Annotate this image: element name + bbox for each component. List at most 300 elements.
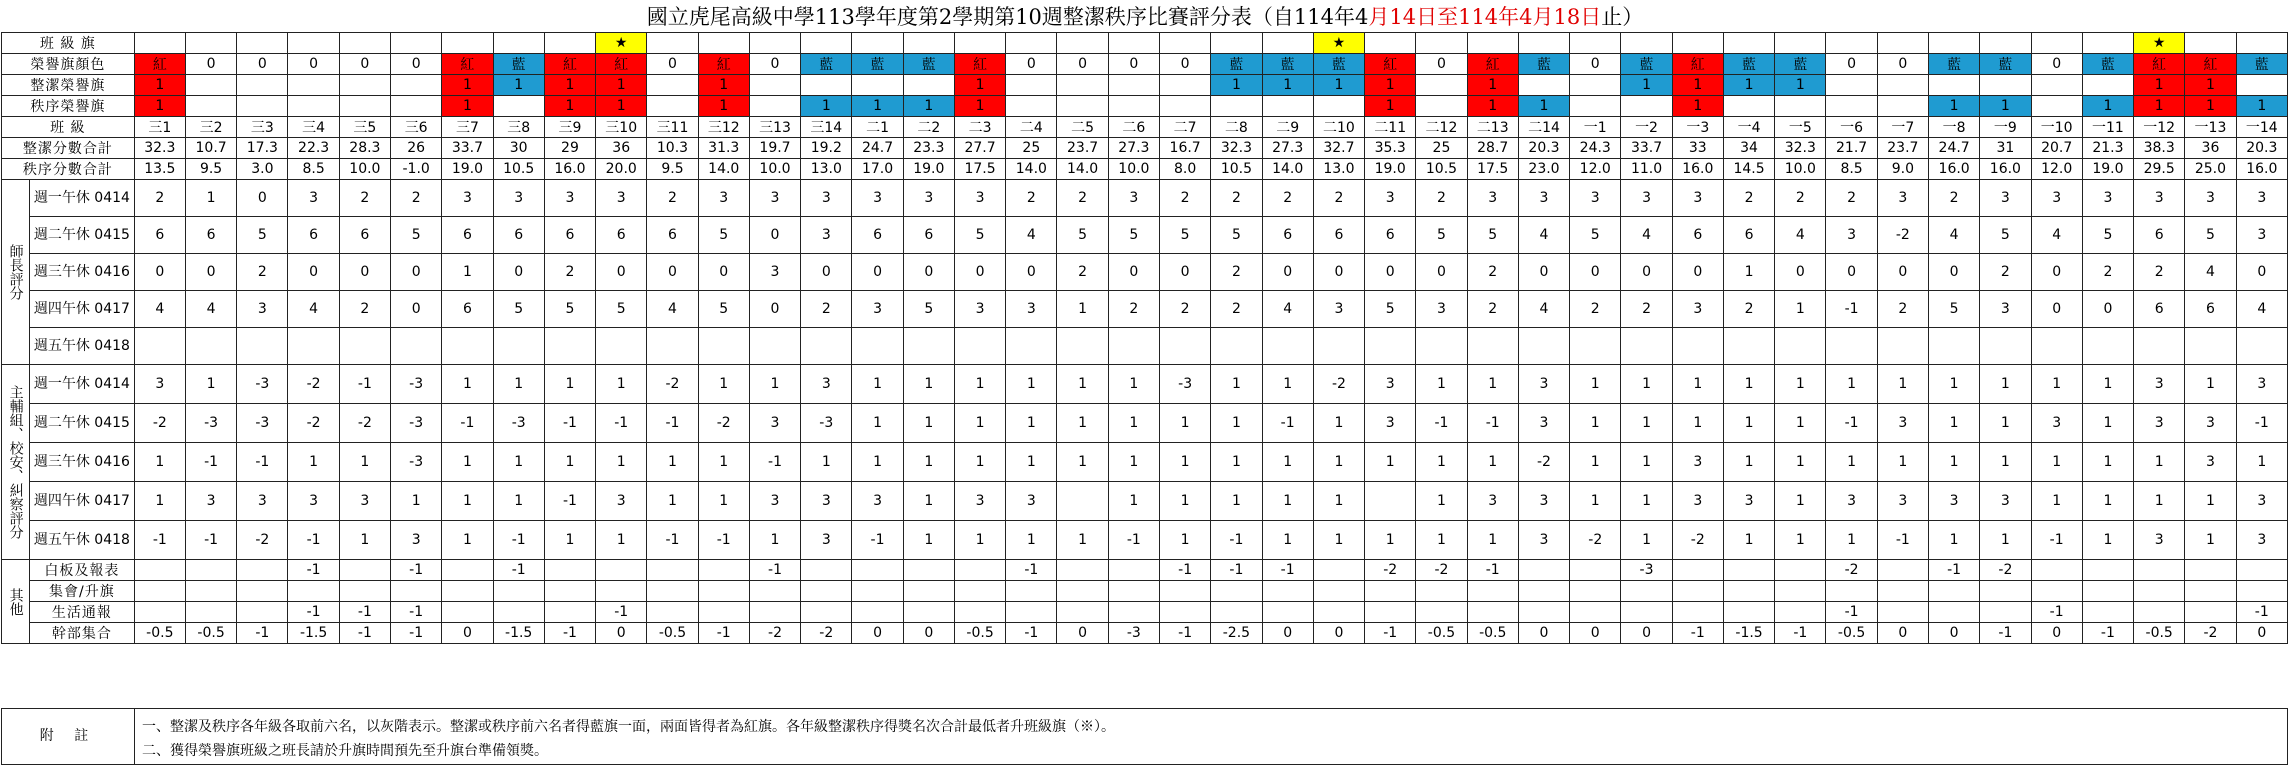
score-cell: 1 xyxy=(1467,521,1518,560)
score-cell: 1 xyxy=(1313,521,1364,560)
score-cell: 1 xyxy=(1108,443,1159,482)
teacher-group-label: 師長評分 xyxy=(2,180,30,365)
order-flag-cell: 1 xyxy=(134,96,185,117)
score-cell xyxy=(1160,328,1211,365)
class-name: 三7 xyxy=(442,117,493,138)
score-cell: 0 xyxy=(493,254,544,291)
class-name: 一4 xyxy=(1723,117,1774,138)
score-cell xyxy=(647,581,698,602)
order-flag-cell xyxy=(1723,96,1774,117)
score-cell: 1 xyxy=(903,404,954,443)
score-cell: 0 xyxy=(903,254,954,291)
score-cell xyxy=(1980,581,2031,602)
clean-total-cell: 24.7 xyxy=(852,138,903,159)
clean-total-cell: 24.3 xyxy=(1570,138,1621,159)
score-cell: 4 xyxy=(1262,291,1313,328)
other-row xyxy=(2,602,2288,623)
score-cell xyxy=(1211,328,1262,365)
score-cell: 3 xyxy=(1672,482,1723,521)
score-cell: 2 xyxy=(1160,180,1211,217)
score-cell xyxy=(237,560,288,581)
score-cell: -0.5 xyxy=(185,623,236,644)
clean-flag-cell: 1 xyxy=(544,75,595,96)
score-cell: -1 xyxy=(1006,623,1057,644)
score-cell: 0 xyxy=(2031,623,2082,644)
banner-label: 班 級 旗 xyxy=(2,33,135,54)
score-cell xyxy=(852,602,903,623)
officer-rows-row xyxy=(2,482,2288,521)
score-cell xyxy=(1160,581,1211,602)
score-cell: 1 xyxy=(2082,482,2133,521)
order-total-cell: 14.0 xyxy=(1057,159,1108,180)
score-cell: 1 xyxy=(2185,521,2236,560)
score-cell: 1 xyxy=(2082,521,2133,560)
order-flag-cell xyxy=(1262,96,1313,117)
row-label: 週二午休 0415 xyxy=(30,404,135,443)
banner-cell xyxy=(2236,33,2287,54)
score-cell xyxy=(185,581,236,602)
banner-cell xyxy=(1980,33,2031,54)
score-cell xyxy=(1108,581,1159,602)
score-cell: 2 xyxy=(1928,180,1979,217)
score-cell xyxy=(1262,328,1313,365)
clean-flag-cell xyxy=(749,75,800,96)
other-row xyxy=(2,623,2288,644)
score-cell: 1 xyxy=(1775,291,1826,328)
class-name: 二6 xyxy=(1108,117,1159,138)
score-cell xyxy=(1570,560,1621,581)
order-flag-cell xyxy=(185,96,236,117)
score-cell: 3 xyxy=(1518,482,1569,521)
score-cell: 1 xyxy=(1467,365,1518,404)
score-cell: 3 xyxy=(954,180,1005,217)
red-flag-cell: 紅 xyxy=(698,54,749,75)
clean-total-cell: 20.3 xyxy=(2236,138,2287,159)
score-cell: 5 xyxy=(596,291,647,328)
score-cell: -2 xyxy=(1313,365,1364,404)
score-cell: 1 xyxy=(1723,404,1774,443)
order-flag-cell xyxy=(647,96,698,117)
score-cell: -0.5 xyxy=(1826,623,1877,644)
score-cell: 2 xyxy=(1621,291,1672,328)
order-total-cell: 17.5 xyxy=(1467,159,1518,180)
score-cell: 1 xyxy=(954,521,1005,560)
banner-cell xyxy=(339,33,390,54)
score-cell: 3 xyxy=(442,180,493,217)
clean-total-cell: 27.3 xyxy=(1108,138,1159,159)
score-cell xyxy=(903,581,954,602)
score-cell: 3 xyxy=(1621,180,1672,217)
order-flag-cell: 1 xyxy=(2185,96,2236,117)
score-cell: 1 xyxy=(1313,443,1364,482)
score-cell: 3 xyxy=(288,482,339,521)
score-cell xyxy=(1672,602,1723,623)
score-cell: 1 xyxy=(2031,482,2082,521)
score-cell xyxy=(596,328,647,365)
score-cell: -0.5 xyxy=(134,623,185,644)
banner-cell xyxy=(1262,33,1313,54)
score-cell xyxy=(2031,581,2082,602)
score-cell xyxy=(442,328,493,365)
class-name: 三3 xyxy=(237,117,288,138)
other-row xyxy=(2,560,2288,581)
clean-flag-cell: 1 xyxy=(493,75,544,96)
blue-flag-cell: 藍 xyxy=(1313,54,1364,75)
score-cell: 1 xyxy=(954,443,1005,482)
score-cell: 5 xyxy=(1365,291,1416,328)
order-total-cell: 16.0 xyxy=(544,159,595,180)
score-cell: -2.5 xyxy=(1211,623,1262,644)
banner-cell xyxy=(1826,33,1877,54)
banner-cell xyxy=(1467,33,1518,54)
score-cell: -1 xyxy=(134,521,185,560)
score-cell xyxy=(1518,581,1569,602)
blue-flag-cell: 藍 xyxy=(1211,54,1262,75)
score-cell: 1 xyxy=(1826,443,1877,482)
score-cell: 3 xyxy=(596,180,647,217)
order-total-cell: 20.0 xyxy=(596,159,647,180)
score-cell: -1.5 xyxy=(493,623,544,644)
score-cell: 1 xyxy=(2031,365,2082,404)
score-cell: 1 xyxy=(1826,365,1877,404)
banner-cell xyxy=(134,33,185,54)
row-label: 週三午休 0416 xyxy=(30,254,135,291)
score-cell: 3 xyxy=(801,365,852,404)
score-cell: -1 xyxy=(749,443,800,482)
score-cell: 5 xyxy=(1211,217,1262,254)
score-cell xyxy=(1057,581,1108,602)
score-cell: 0 xyxy=(1313,623,1364,644)
class-name: 二4 xyxy=(1006,117,1057,138)
score-cell: 5 xyxy=(1928,291,1979,328)
score-cell xyxy=(134,602,185,623)
score-cell: 1 xyxy=(1723,254,1774,291)
order-total-cell: 16.0 xyxy=(1672,159,1723,180)
score-cell: 1 xyxy=(1980,365,2031,404)
score-cell: 1 xyxy=(1057,443,1108,482)
clean-total-cell: 21.3 xyxy=(2082,138,2133,159)
clean-flag-cell: 1 xyxy=(954,75,1005,96)
clean-flag-cell xyxy=(1980,75,2031,96)
score-cell: 0 xyxy=(1518,254,1569,291)
clean-total-cell: 31.3 xyxy=(698,138,749,159)
clean-total-label: 整潔分數合計 xyxy=(2,138,135,159)
score-cell: 1 xyxy=(493,482,544,521)
score-cell: 3 xyxy=(1877,180,1928,217)
score-cell xyxy=(1365,482,1416,521)
score-cell xyxy=(801,328,852,365)
score-cell: 1 xyxy=(185,180,236,217)
order-flag-cell: 1 xyxy=(1672,96,1723,117)
score-cell: 0 xyxy=(1826,254,1877,291)
red-flag-cell: 紅 xyxy=(2185,54,2236,75)
score-cell xyxy=(903,602,954,623)
score-cell: 0 xyxy=(1928,623,1979,644)
score-cell xyxy=(544,560,595,581)
score-cell: 1 xyxy=(596,365,647,404)
clean-flag-cell xyxy=(852,75,903,96)
score-cell xyxy=(954,581,1005,602)
score-cell: 1 xyxy=(698,482,749,521)
score-cell: -2 xyxy=(134,404,185,443)
score-cell xyxy=(954,560,1005,581)
banner-cell xyxy=(185,33,236,54)
score-cell xyxy=(2134,581,2185,602)
order-flag-cell: 1 xyxy=(954,96,1005,117)
score-cell: 5 xyxy=(2082,217,2133,254)
class-name: 三9 xyxy=(544,117,595,138)
order-flag-cell xyxy=(1160,96,1211,117)
score-cell xyxy=(1723,560,1774,581)
score-cell: -2 xyxy=(1826,560,1877,581)
red-flag-cell: 紅 xyxy=(596,54,647,75)
score-cell: 1 xyxy=(1416,365,1467,404)
order-total-cell: 8.0 xyxy=(1160,159,1211,180)
score-cell: 1 xyxy=(1057,291,1108,328)
score-cell: 1 xyxy=(544,521,595,560)
score-cell xyxy=(544,581,595,602)
score-cell xyxy=(544,602,595,623)
score-cell: -1 xyxy=(1365,623,1416,644)
score-cell xyxy=(647,328,698,365)
order-total-cell: 14.5 xyxy=(1723,159,1774,180)
score-cell: 3 xyxy=(1723,482,1774,521)
order-total-cell: 10.0 xyxy=(749,159,800,180)
clean-flag-cell xyxy=(288,75,339,96)
score-cell: -1 xyxy=(493,521,544,560)
clean-flag-cell xyxy=(1057,75,1108,96)
clean-flag-cell: 1 xyxy=(1775,75,1826,96)
score-cell xyxy=(1416,328,1467,365)
score-cell xyxy=(1826,581,1877,602)
clean-total-cell: 27.3 xyxy=(1262,138,1313,159)
clean-flag-cell xyxy=(1570,75,1621,96)
score-cell xyxy=(903,328,954,365)
banner-cell xyxy=(1672,33,1723,54)
clean-total-cell: 32.7 xyxy=(1313,138,1364,159)
score-cell: 2 xyxy=(1826,180,1877,217)
score-cell: 0 xyxy=(1108,254,1159,291)
score-cell: 3 xyxy=(544,180,595,217)
score-cell xyxy=(1057,482,1108,521)
class-name: 一5 xyxy=(1775,117,1826,138)
order-total-cell: 17.0 xyxy=(852,159,903,180)
score-cell: 1 xyxy=(1262,482,1313,521)
score-cell: 3 xyxy=(2082,180,2133,217)
score-cell: 1 xyxy=(134,443,185,482)
score-cell: -1.5 xyxy=(288,623,339,644)
score-cell xyxy=(1416,602,1467,623)
score-cell: 2 xyxy=(1313,180,1364,217)
score-cell: -3 xyxy=(237,404,288,443)
clean-total-cell: 33.7 xyxy=(1621,138,1672,159)
score-cell: -1 xyxy=(698,521,749,560)
score-cell xyxy=(1980,328,2031,365)
class-name: 二1 xyxy=(852,117,903,138)
clean-total-cell: 24.7 xyxy=(1928,138,1979,159)
score-cell: 1 xyxy=(493,365,544,404)
clean-total-cell: 29 xyxy=(544,138,595,159)
class-name: 一10 xyxy=(2031,117,2082,138)
score-cell: 1 xyxy=(1570,404,1621,443)
score-cell: 2 xyxy=(1877,291,1928,328)
score-cell: 3 xyxy=(1826,482,1877,521)
red-flag-cell: 紅 xyxy=(544,54,595,75)
score-cell: 2 xyxy=(1211,180,1262,217)
class-name: 二11 xyxy=(1365,117,1416,138)
score-cell xyxy=(1775,602,1826,623)
flag-color-cell: 0 xyxy=(749,54,800,75)
banner-cell xyxy=(801,33,852,54)
score-cell: 1 xyxy=(2134,482,2185,521)
score-cell: 1 xyxy=(339,521,390,560)
score-cell xyxy=(1518,560,1569,581)
class-name: 一3 xyxy=(1672,117,1723,138)
score-cell: 1 xyxy=(1211,443,1262,482)
blue-flag-cell: 藍 xyxy=(1980,54,2031,75)
order-flag-cell xyxy=(1416,96,1467,117)
score-cell: -1 xyxy=(1262,404,1313,443)
banner-row xyxy=(2,33,2288,54)
score-cell xyxy=(237,581,288,602)
score-cell: 2 xyxy=(1211,254,1262,291)
clean-total-cell: 20.7 xyxy=(2031,138,2082,159)
score-cell: 3 xyxy=(2236,180,2287,217)
score-cell xyxy=(749,581,800,602)
row-label: 週五午休 0418 xyxy=(30,328,135,365)
other-row xyxy=(2,581,2288,602)
score-cell: -0.5 xyxy=(1416,623,1467,644)
order-flag-cell xyxy=(749,96,800,117)
score-cell: 1 xyxy=(749,521,800,560)
score-cell: 1 xyxy=(1570,443,1621,482)
flag-color-cell: 0 xyxy=(237,54,288,75)
class-name: 三12 xyxy=(698,117,749,138)
class-name: 一7 xyxy=(1877,117,1928,138)
score-cell: -1 xyxy=(2236,404,2287,443)
officer-rows-row xyxy=(2,521,2288,560)
blue-flag-cell: 藍 xyxy=(903,54,954,75)
score-cell: 4 xyxy=(2236,291,2287,328)
class-name: 二12 xyxy=(1416,117,1467,138)
score-cell: 0 xyxy=(647,254,698,291)
score-cell: 0 xyxy=(2031,291,2082,328)
score-cell: 0 xyxy=(1365,254,1416,291)
score-cell: 3 xyxy=(801,217,852,254)
order-total-cell: 13.0 xyxy=(801,159,852,180)
score-cell: 1 xyxy=(1775,482,1826,521)
order-flag-cell: 1 xyxy=(801,96,852,117)
class-name: 三10 xyxy=(596,117,647,138)
order-flag-cell xyxy=(1775,96,1826,117)
order-total-cell: 10.5 xyxy=(493,159,544,180)
order-flag-cell xyxy=(1313,96,1364,117)
score-cell: 6 xyxy=(647,217,698,254)
clean-flag-cell xyxy=(2082,75,2133,96)
class-name: 一12 xyxy=(2134,117,2185,138)
order-flag-cell xyxy=(288,96,339,117)
score-cell: -2 xyxy=(1365,560,1416,581)
flag-color-cell: 0 xyxy=(1160,54,1211,75)
flag-color-cell: 0 xyxy=(339,54,390,75)
score-cell xyxy=(2185,581,2236,602)
score-cell: 3 xyxy=(1672,291,1723,328)
score-cell: 1 xyxy=(1108,365,1159,404)
score-cell: 0 xyxy=(391,291,442,328)
score-cell xyxy=(339,328,390,365)
score-cell xyxy=(596,560,647,581)
score-cell xyxy=(596,581,647,602)
clean-flag-cell xyxy=(1416,75,1467,96)
blue-flag-cell: 藍 xyxy=(852,54,903,75)
clean-flag-cell xyxy=(2236,75,2287,96)
banner-cell xyxy=(2082,33,2133,54)
score-cell: 1 xyxy=(1160,404,1211,443)
score-cell: -1 xyxy=(1160,560,1211,581)
order-flag-cell xyxy=(339,96,390,117)
score-cell: 0 xyxy=(442,623,493,644)
score-cell: 1 xyxy=(1570,365,1621,404)
clean-total-cell: 35.3 xyxy=(1365,138,1416,159)
score-cell: 4 xyxy=(134,291,185,328)
score-cell: 3 xyxy=(1877,482,1928,521)
score-cell xyxy=(1057,328,1108,365)
banner-cell xyxy=(237,33,288,54)
score-cell: 3 xyxy=(1365,365,1416,404)
score-cell: 2 xyxy=(1108,291,1159,328)
score-cell: -1 xyxy=(2236,602,2287,623)
clean-flag-cell: 1 xyxy=(1211,75,1262,96)
score-cell xyxy=(339,581,390,602)
banner-cell xyxy=(1723,33,1774,54)
red-flag-cell: 紅 xyxy=(2134,54,2185,75)
clean-flag-cell xyxy=(1518,75,1569,96)
officer-rows-row xyxy=(2,443,2288,482)
score-cell: 5 xyxy=(1570,217,1621,254)
score-cell: 0 xyxy=(1877,623,1928,644)
score-cell: -1 xyxy=(391,602,442,623)
score-cell xyxy=(852,560,903,581)
score-cell: 1 xyxy=(1723,365,1774,404)
score-cell: -3 xyxy=(1621,560,1672,581)
score-cell xyxy=(1775,328,1826,365)
score-cell: 1 xyxy=(1313,482,1364,521)
score-cell: 1 xyxy=(1108,404,1159,443)
red-flag-cell: 紅 xyxy=(1672,54,1723,75)
flag-color-cell: 0 xyxy=(185,54,236,75)
score-cell: -0.5 xyxy=(954,623,1005,644)
order-total-cell: 10.0 xyxy=(1775,159,1826,180)
order-flag-cell: 1 xyxy=(544,96,595,117)
score-cell: -2 xyxy=(1877,217,1928,254)
banner-cell xyxy=(2031,33,2082,54)
score-cell xyxy=(852,581,903,602)
score-cell: 6 xyxy=(903,217,954,254)
flag-color-cell: 0 xyxy=(2031,54,2082,75)
score-cell: 3 xyxy=(801,180,852,217)
score-cell: -1 xyxy=(1211,560,1262,581)
class-label: 班 級 xyxy=(2,117,135,138)
score-cell: 3 xyxy=(2134,521,2185,560)
order-total-cell: 25.0 xyxy=(2185,159,2236,180)
clean-total-cell: 28.7 xyxy=(1467,138,1518,159)
score-cell xyxy=(1723,328,1774,365)
score-cell: -1 xyxy=(1416,404,1467,443)
score-cell: 1 xyxy=(1365,521,1416,560)
score-cell: 2 xyxy=(1723,180,1774,217)
star-mark: ★ xyxy=(1313,33,1364,54)
clean-flag-cell xyxy=(391,75,442,96)
